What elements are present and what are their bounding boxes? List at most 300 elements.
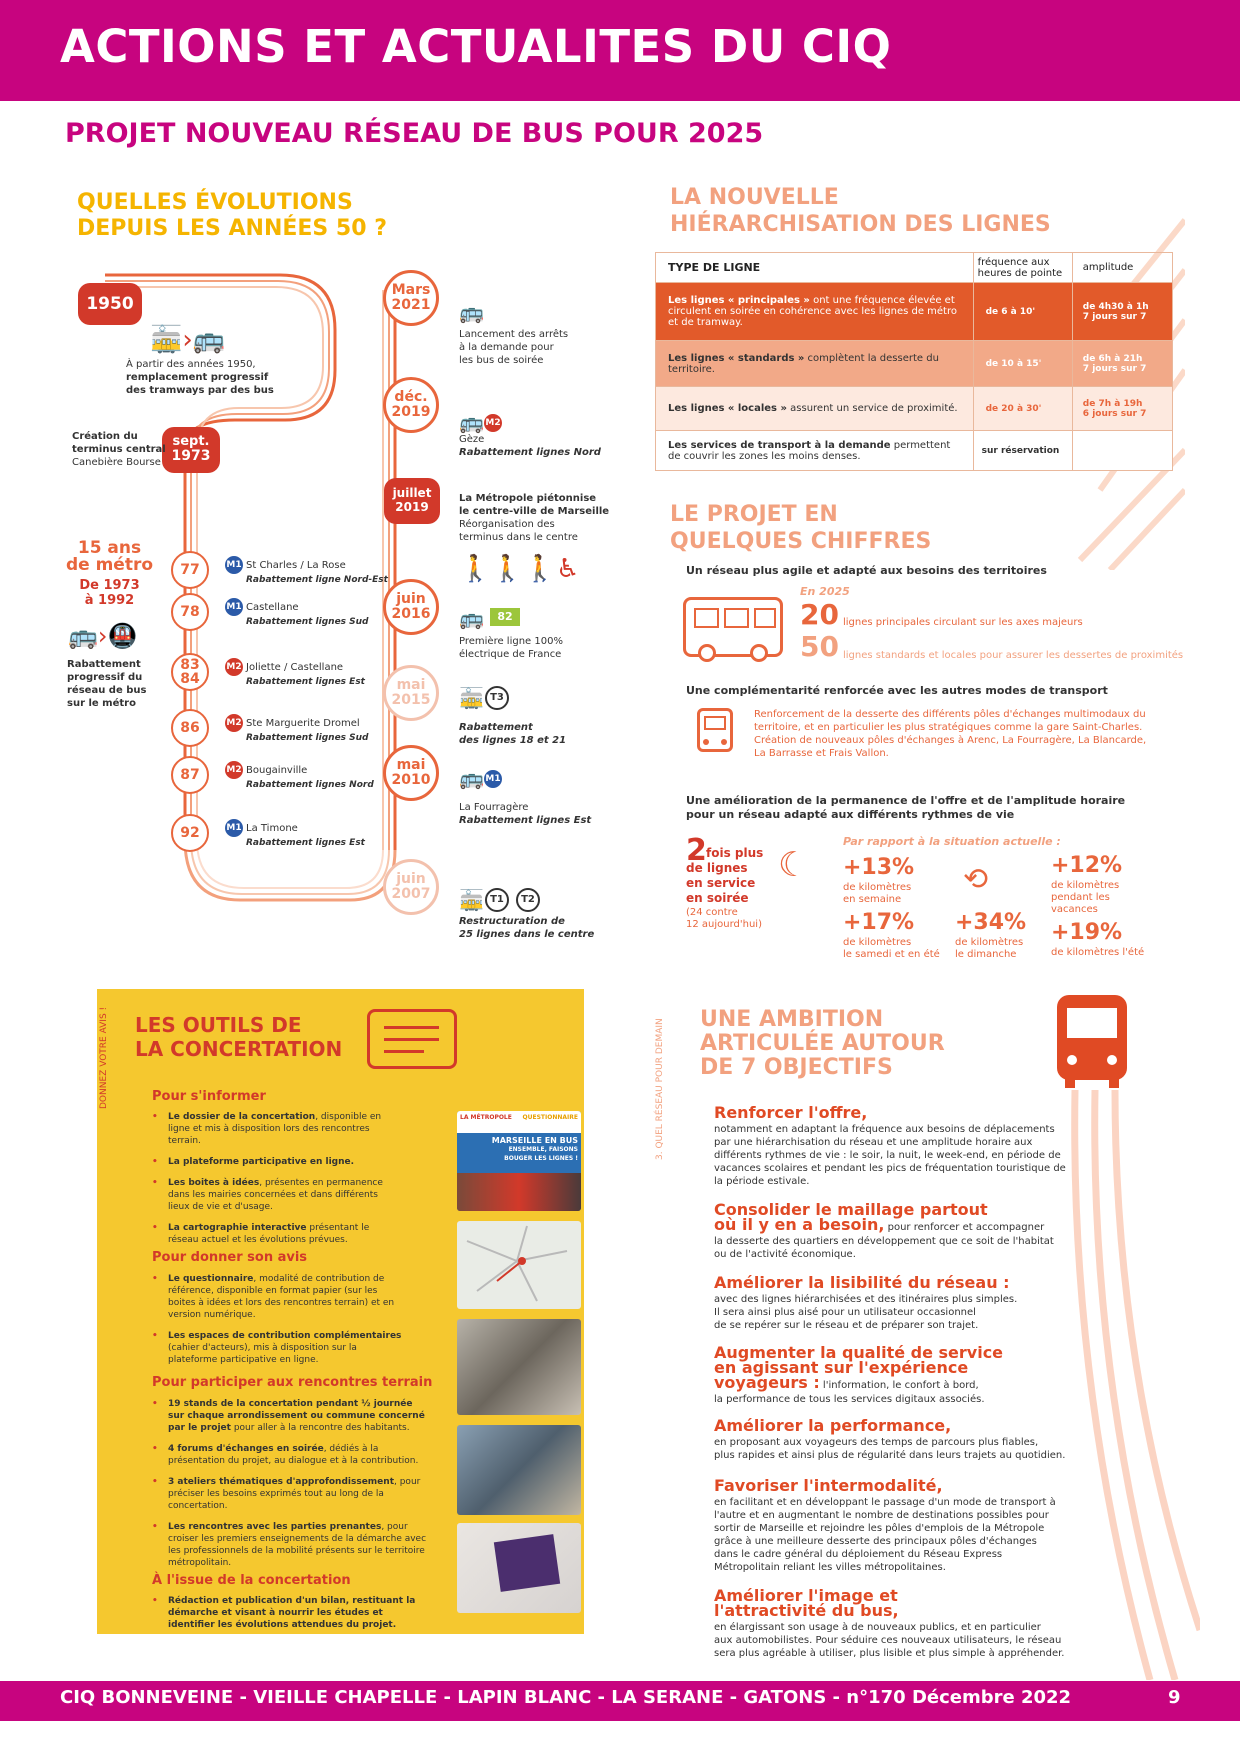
objective-title-text: l'attractivité du bus, [714,1601,899,1620]
list-item-bold: La cartographie interactive [168,1223,307,1233]
objectives-title-3: DE 7 OBJECTIFS [700,1055,893,1080]
list-item-bold: Les espaces de contribution complémentaires [168,1331,402,1341]
event-text: des lignes 18 et 21 [459,735,567,746]
amplitude-hours: de 6h à 21h [1082,353,1143,364]
interactive-map-image [457,1221,581,1309]
line-type-cell [656,341,974,387]
poster-header [457,1111,581,1133]
objective-title-text: Améliorer la lisibilité du réseau : [714,1273,1010,1292]
col-type: TYPE DE LIGNE [656,253,974,283]
list-item [152,1595,427,1631]
speech-bubble-icon [367,1009,457,1069]
rapport-label: Par rapport à la situation actuelle : [843,835,1061,848]
line-type-name: Les lignes « principales » [668,295,810,306]
station-text [225,598,369,629]
train-icon [697,708,733,752]
event-date-year: 2019 [395,500,429,514]
figure-50-text: lignes standards et locales pour assurer les dessertes de proximités [843,650,1184,661]
two-l4: en soirée [686,891,749,905]
objective-text: la performance de tous les services digitaux associés. [714,1394,985,1405]
station-number: 87 [171,756,209,794]
event-date [384,478,440,524]
figures-s2-text-2: territoire, et en particulier les plus stratégiques comme la gare Saint-Charles. [754,722,1143,733]
figure-12-text [1051,880,1119,916]
figures-s2-text-1: Renforcement de la desserte des différents pôles d'échanges multimodaux du [754,709,1146,720]
figures-s2-text-3: Création de nouveaux pôles d'échanges à Arenc, La Fourragère, La Blancarde, [754,735,1147,746]
amplitude-cell [1072,341,1172,387]
list-item [152,1111,402,1147]
pedestrians-icon: 🚶🚶🚶♿ [459,554,580,584]
y1950-text-1: À partir des années 1950, [126,359,256,370]
p12-t3: vacances [1051,904,1098,915]
objective-text: en proposant aux voyageurs des temps de parcours plus fiables, [714,1437,1039,1448]
figure-13-text [843,882,911,906]
list-item-text: pour aller à la rencontre des habitants. [230,1423,410,1433]
list-item-text: (cahier d'acteurs), mis à disposition sur la plateforme participative en ligne. [168,1343,357,1365]
objective-text: l'autre et en augmentant le nombre de destinations possibles pour [714,1510,1049,1521]
figure-17-text [843,937,940,961]
list-item-bold: Les rencontres avec les parties prenantes [168,1522,382,1532]
event-text: à la demande pour [459,342,554,353]
objective-text: dans le cadre général du déploiement du Réseau Express [714,1549,1003,1560]
objective-text: aux automobilistes. Pour séduire ces nouveaux utilisateurs, le réseau [714,1635,1062,1646]
list-item [152,1521,427,1569]
list-item-text: présentant le réseau actuel et les évolutions prévues. [168,1223,370,1245]
objective-title-text: Favoriser l'intermodalité, [714,1476,943,1495]
station-text [225,819,365,850]
forum-photo [457,1319,581,1415]
tram-icon: 🚋 [459,686,484,710]
two-l1: fois plus [706,846,764,860]
table-header [656,253,1173,283]
poster-tag: QUESTIONNAIRE [522,1114,578,1121]
list-item [152,1222,402,1246]
frequency-cell: de 6 à 10' [973,283,1072,341]
page-title: ACTIONS ET ACTUALITES DU CIQ [60,20,892,73]
t1-badge: T1 [485,888,509,912]
metro-text-3: réseau de bus [67,685,147,696]
metro-period [62,540,157,608]
en-2025: En 2025 [800,585,850,598]
event-text: La Métropole piétonnise [459,493,597,504]
page-number: 9 [1168,1687,1181,1708]
list-item-bold: Les boites à idées [168,1178,260,1188]
metro-period-1: 15 ans [77,538,142,558]
table-row [656,431,1173,471]
line-type-desc: permettent de couvrir les zones les moins denses. [668,439,951,462]
metro-line-badge: M2 [225,714,243,732]
amplitude-days: 6 jours sur 7 [1082,408,1147,419]
bus-icon: 🚌 [459,300,484,324]
page-subtitle: PROJET NOUVEAU RÉSEAU DE BUS POUR 2025 [65,118,764,149]
list-item [152,1476,427,1512]
figures-s1-head: Un réseau plus agile et adapté aux besoins des territoires [686,564,1047,577]
event-text: terminus dans le centre [459,532,578,543]
amplitude-hours: de 4h30 à 1h [1082,301,1149,312]
metro-text-4: sur le métro [67,698,136,709]
objective-title-text: où il y en a besoin, [714,1215,885,1234]
two-l5: (24 contre [686,907,738,918]
event-date [383,377,439,433]
poster-l2: ENSEMBLE, FAISONS [508,1146,578,1153]
objective-text: différents rythmes de vie : le soir, la nuit, le week-end, en période de [714,1150,1061,1161]
station-number: 86 [171,709,209,747]
concertation-list-4 [152,1595,427,1634]
figure-19-text: de kilomètres l'été [1051,947,1145,958]
p12-t2: pendant les [1051,892,1110,903]
metro-line-badge: M2 [225,761,243,779]
metro-line-badge: M1 [225,819,243,837]
event-date-year: 2007 [391,886,431,902]
objective-title-text: voyageurs : [714,1373,820,1392]
line-type-name: Les lignes « locales » [668,403,787,414]
figure-2: 2 [686,833,707,868]
objective-text: par une hiérarchisation du réseau et une amplitude horaire aux [714,1137,1033,1148]
event-text: électrique de France [459,649,562,660]
m1-badge: M1 [484,768,505,788]
list-item-bold: La plateforme participative en ligne. [168,1157,355,1167]
list-item [152,1443,427,1467]
objective-text: Métropolitain reliant les villes métropolitaines. [714,1562,946,1573]
sept-1973-year: 1973 [171,448,211,464]
list-item [152,1330,402,1366]
col-amplitude: amplitude [1072,253,1172,283]
event-date-label: déc. [394,389,428,405]
station-detail: Rabattement ligne Nord-Est [246,575,388,585]
list-item-text: , dédiés à la présentation du projet, au dialogue et à la contribution. [168,1444,419,1466]
event-text: 25 lignes dans le centre [459,929,595,940]
concertation-side-label: DONNEZ VOTRE AVIS ! [99,1006,109,1109]
station-number: 77 [171,551,209,589]
poster-l3: BOUGER LES LIGNES ! [504,1155,578,1162]
figure-50: 50 [800,630,839,663]
objective-title [714,1418,951,1434]
concertation-title-2: LA CONCERTATION [135,1037,343,1061]
y1950-text-2: remplacement progressif [126,372,269,383]
event-text: Première ligne 100% [459,636,563,647]
event-text: Réorganisation des [459,519,555,530]
col-frequency: fréquence aux heures de pointe [973,253,1072,283]
objective-text: Il sera ainsi plus aisé pour un utilisateur occasionnel [714,1307,976,1318]
event-date-label: juin [396,591,426,607]
t3-badge: T3 [485,686,509,710]
station-name: Bougainville [246,765,308,776]
event-date-label: mai [396,757,426,773]
two-l3: en service [686,876,756,890]
line-type-cell [656,431,974,471]
objective-title-text: Améliorer l'image et [714,1586,898,1605]
concertation-title-1: LES OUTILS DE [135,1013,302,1037]
list-item-text: , modalité de contribution de référence, disponible en format papier (sur les boites à idées et lors des rencontres terrain) et en version numérique. [168,1274,395,1320]
metro-period-3: De 1973 [79,578,140,593]
objective-text: plus rapides et ainsi plus de régularité dans leurs trajets au quotidien. [714,1450,1066,1461]
tram-to-bus-icon: 🚋›🚌 [150,325,226,355]
figure-34-text [955,937,1023,961]
list-item [152,1156,402,1168]
objective-text: la desserte des quartiers en développement que ce soit de l'habitat [714,1236,1054,1247]
station-number: 83 84 [171,653,209,691]
table-row [656,341,1173,387]
cycle-icon: ⟲ [963,862,989,897]
poster-brand: LA MÉTROPOLE [460,1114,512,1121]
figure-13: +13% [843,855,915,880]
table-row [656,387,1173,431]
concertation-list-1 [152,1111,402,1255]
moon-icon: ☾ [778,845,809,885]
event-text: le centre-ville de Marseille [459,506,610,517]
figure-17: +17% [843,910,915,935]
objective-title-text: en agissant sur l'expérience [714,1358,969,1377]
line-hierarchy-table [655,252,1173,471]
concertation-list-3 [152,1398,427,1578]
line-type-desc: assurent un service de proximité. [786,403,958,414]
terminus-text-1: Création du [72,431,138,442]
list-item-bold: 3 ateliers thématiques d'approfondissement [168,1477,394,1487]
line-type-desc: ont une fréquence élevée et circulent en soirée en cohérence avec les lignes de métro et de tramway. [668,295,957,328]
figure-2-text [706,846,763,861]
list-item [152,1177,402,1213]
terminus-text-2: terminus central [72,444,166,455]
concertation-list-2 [152,1273,402,1375]
p13-t2: en semaine [843,894,902,905]
figure-2-text-2 [686,861,755,906]
m2-badge: M2 [484,412,505,432]
station-text [225,658,365,689]
metro-text-2: progressif du [67,672,143,683]
workshop-photo [457,1425,581,1515]
station-name: Joliette / Castellane [246,662,344,673]
line-type-cell [656,283,974,341]
documents-photo [457,1523,581,1613]
objective-title [714,1603,899,1619]
event-date-year: 2019 [391,404,431,420]
station-name: La Timone [246,823,298,834]
sept-1973-month: sept. [172,434,210,449]
figures-title-1: LE PROJET EN [670,502,838,527]
station-detail: Rabattement lignes Sud [246,617,369,627]
tram-icon: 🚋 [459,888,484,912]
bus-icon: 🚌 [459,410,484,434]
list-item-bold: Rédaction et publication d'un bilan, restituant la démarche et visant à nourrir les études et identifier les évolutions attendues du projet. [168,1596,416,1630]
objective-title-text: Consolider le maillage partout [714,1200,988,1219]
p13-t1: de kilomètres [843,882,912,893]
station-detail: Rabattement lignes Est [246,838,365,848]
station-name: Ste Marguerite Dromel [246,718,360,729]
concertation-h4: À l'issue de la concertation [152,1573,351,1588]
list-item [152,1398,427,1434]
list-item-text: , présentes en permanence dans les mairies concernées et dans différents lieux de vie et d'usage. [168,1178,383,1212]
list-item [152,1273,402,1321]
bus-icon: 🚌 [459,606,484,630]
figure-19: +19% [1051,920,1123,945]
list-item-bold: 4 forums d'échanges en soirée [168,1444,324,1454]
poster-photo [457,1173,581,1211]
objective-text: grâce à une meilleure desserte des principaux pôles d'échanges [714,1536,1037,1547]
objective-title [714,1375,979,1394]
amplitude-days: 7 jours sur 7 [1082,311,1147,322]
frequency-cell: de 20 à 30' [973,387,1072,431]
poster-body [457,1133,581,1166]
metro-text-1: Rabattement [67,659,141,670]
two-l6: 12 aujourd'hui) [686,919,762,930]
station-number: 92 [171,814,209,852]
amplitude-days: 7 jours sur 7 [1082,363,1147,374]
objective-title-text: Augmenter la qualité de service [714,1343,1004,1362]
line-82-badge: 82 [490,608,520,626]
line-type-name: Les services de transport à la demande [668,439,891,451]
line-type-name: Les lignes « standards » [668,352,805,364]
bus-icon: 🚌 [459,766,484,790]
p12-t1: de kilomètres [1051,880,1120,891]
objective-title-tail: pour renforcer et accompagner [884,1222,1045,1233]
station-text [225,761,374,792]
station-text [225,714,369,745]
figure-20: 20 [800,598,839,631]
objective-text: notamment en adaptant la fréquence aux besoins de déplacements [714,1124,1055,1135]
objectives-title-1: UNE AMBITION [700,1007,884,1032]
footer-text: CIQ BONNEVEINE - VIEILLE CHAPELLE - LAPIN BLANC - LA SERANE - GATONS - n°170 Décembre 2022 [60,1687,1072,1708]
figure-34: +34% [955,910,1027,935]
figures-s2-head: Une complémentarité renforcée avec les autres modes de transport [686,684,1108,697]
amplitude-cell [1072,387,1172,431]
frequency-cell: de 10 à 15' [973,341,1072,387]
event-text: Gèze [459,434,485,445]
objective-text: ou de l'activité économique. [714,1249,856,1260]
objectives-side-label: 3. QUEL RÉSEAU POUR DEMAIN [655,1018,665,1160]
event-text: Rabattement lignes Nord [459,447,601,458]
p34-t2: le dimanche [955,949,1017,960]
list-item-bold: Le questionnaire [168,1274,254,1284]
event-date-year: 2010 [391,772,431,788]
objective-text: en élargissant son usage à de nouveaux publics, et en particulier [714,1622,1041,1633]
t2-badge: T2 [516,888,540,912]
sept-1973-badge [162,427,220,473]
objective-text: en facilitant et en développant le passage d'un mode de transport à [714,1497,1056,1508]
doc-cover [494,1534,560,1592]
event-date [383,745,439,801]
bus-to-metro-icon: 🚌›🚇 [68,622,138,650]
event-date-year: 2015 [391,692,431,708]
figure-12: +12% [1051,853,1123,878]
objective-text: la période estivale. [714,1176,810,1187]
amplitude-hours: de 7h à 19h [1082,398,1143,409]
event-text: les bus de soirée [459,355,544,366]
line-type-cell [656,387,974,431]
objective-text: de se repérer sur le réseau et de préparer son trajet. [714,1320,979,1331]
metro-line-badge: M1 [225,556,243,574]
objective-title-tail: l'information, le confort à bord, [819,1380,979,1391]
metro-line-badge: M2 [225,658,243,676]
station-number: 78 [171,593,209,631]
figures-title-2: QUELQUES CHIFFRES [670,529,932,554]
line-type-desc: complètent la desserte du territoire. [668,352,939,375]
amplitude-cell [1072,431,1172,471]
event-date-label: mai [396,677,426,693]
list-item-text: , disponible en ligne et mis à disposition lors des rencontres terrain. [168,1112,382,1146]
event-date [383,859,439,915]
station-name: St Charles / La Rose [246,560,346,571]
event-date-year: 2021 [391,297,431,313]
frequency-cell: sur réservation [973,431,1072,471]
objective-title-text: Améliorer la performance, [714,1416,952,1435]
objectives-title [700,1008,945,1080]
poster-l1: MARSEILLE EN BUS [491,1136,578,1145]
metro-period-2: de métro [65,555,154,575]
concertation-title [135,1013,342,1061]
list-item-bold: Le dossier de la concertation [168,1112,316,1122]
p17-t2: le samedi et en été [843,949,940,960]
event-date-year: 2016 [391,606,431,622]
figure-2-note [686,907,762,931]
concertation-panel [97,989,584,1634]
event-date-label: juin [396,871,426,887]
objective-title [714,1478,943,1494]
objective-text: vacances scolaires et pendant les pics de fréquentation touristique de [714,1163,1066,1174]
list-item-text: , pour préciser les besoins exprimés tout au long de la concertation. [168,1477,421,1511]
figures-s2-text-4: La Barrasse et Frais Vallon. [754,748,889,759]
objective-text: sera plus agréable à utiliser, plus lisible et plus simple à appréhender. [714,1648,1065,1659]
station-text [225,556,388,587]
questionnaire-poster [457,1111,581,1211]
event-text: Rabattement lignes Est [459,815,592,826]
objective-title [714,1105,867,1121]
bus-road-graphic [1040,990,1200,1680]
list-item-text: , pour croiser les premiers enseignements de la démarche avec les professionnels de la mobilité présents sur le territoire métropolitain. [168,1522,427,1568]
event-date [383,579,439,635]
event-text: La Fourragère [459,802,529,813]
station-detail: Rabattement lignes Est [246,677,365,687]
event-date [383,665,439,721]
list-item-bold: 19 stands de la concertation pendant ½ journée sur chaque arrondissement ou commune concerné par le projet [168,1399,425,1433]
hierarchy-title-2: HIÉRARCHISATION DES LIGNES [670,212,1051,237]
objectives-title-2: ARTICULÉE AUTOUR [700,1031,945,1056]
table-row [656,283,1173,341]
objective-title [714,1275,1010,1291]
event-text: Restructuration de [459,916,565,927]
map-svg [457,1221,581,1309]
year-1950-badge: 1950 [78,283,142,325]
station-detail: Rabattement lignes Sud [246,733,369,743]
concertation-h2: Pour donner son avis [152,1250,308,1265]
figures-s3-head-1: Une amélioration de la permanence de l'offre et de l'amplitude horaire [686,794,1126,807]
amplitude-cell [1072,283,1172,341]
objective-title [714,1217,1044,1236]
objective-title-text: Renforcer l'offre, [714,1103,868,1122]
event-date [383,270,439,326]
station-name: Castellane [246,602,299,613]
terminus-text-3: Canebière Bourse [72,457,161,468]
concertation-h3: Pour participer aux rencontres terrain [152,1375,433,1390]
p34-t1: de kilomètres [955,937,1024,948]
objective-text: sortir de Marseille et rejoindre les pôles d'emplois de la Métropole [714,1523,1045,1534]
station-detail: Rabattement lignes Nord [246,780,374,790]
event-text: Lancement des arrêts [459,329,569,340]
two-l2: de lignes [686,861,748,875]
concertation-h1: Pour s'informer [152,1089,266,1104]
y1950-text-3: des tramways par des bus [126,385,274,396]
figures-s3-head-2: pour un réseau adapté aux différents rythmes de vie [686,808,1015,821]
figure-20-text: lignes principales circulant sur les axes majeurs [843,617,1083,628]
event-text: Rabattement [459,722,533,733]
event-date-label: juillet [392,486,432,500]
p17-t1: de kilomètres [843,937,912,948]
event-date-label: Mars [391,282,431,298]
objective-text: avec des lignes hiérarchisées et des itinéraires plus simples. [714,1294,1018,1305]
timeline-title-2: DEPUIS LES ANNÉES 50 ? [77,216,387,241]
hierarchy-title-1: LA NOUVELLE [670,185,839,210]
metro-line-badge: M1 [225,598,243,616]
metro-period-4: à 1992 [84,593,135,608]
